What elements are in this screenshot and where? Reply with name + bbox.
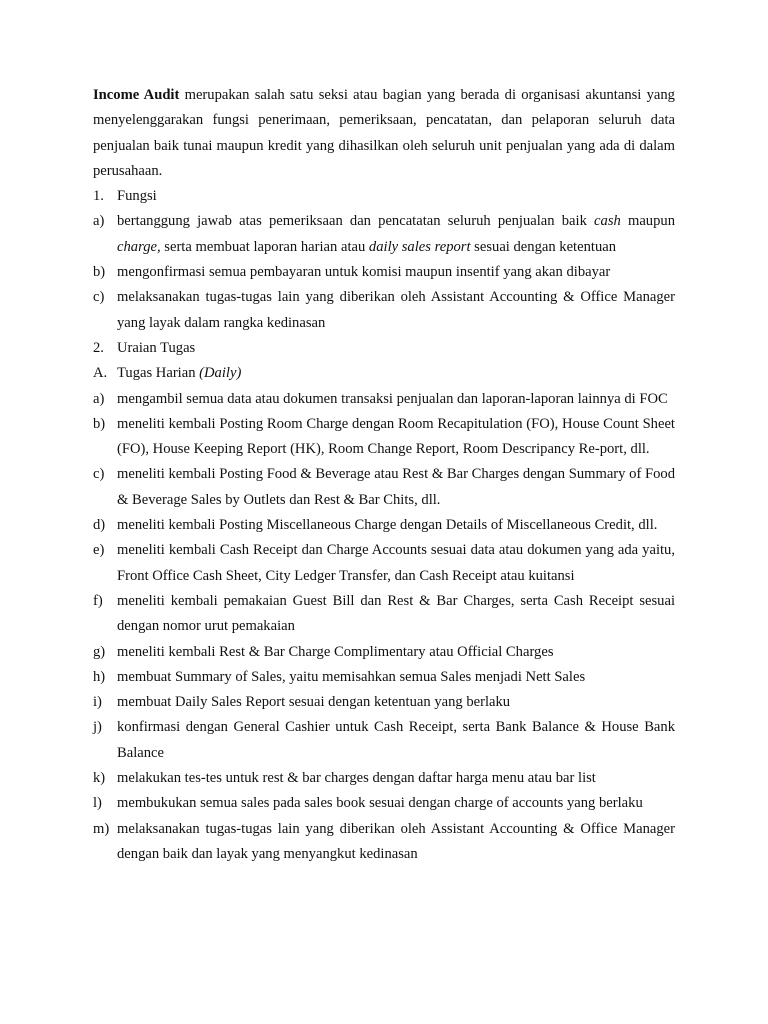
list-marker: e) (93, 542, 105, 559)
list-item-text: meneliti kembali Cash Receipt dan Charge Accounts sesuai data atau dokumen yang ada yaitu, Front Office Cash Sheet, City Ledger Transfer, dan Cash Receipt atau kuitansi (117, 542, 675, 584)
intro-text: merupakan salah satu seksi atau bagian yang berada di organisasi akuntansi yang menyelenggarakan fungsi penerimaan, pemeriksaan, pencatatan, dan pelaporan seluruh data penjualan baik tunai maupun kredit yang dihasilkan oleh seluruh unit penjualan yang ada di dalam perusahaan. (93, 87, 675, 179)
list-item (93, 462, 675, 513)
list-marker: l) (93, 795, 102, 812)
subsection-heading-tugas-harian (93, 361, 675, 386)
section-title: Uraian Tugas (117, 339, 196, 356)
list-item (93, 640, 675, 665)
list-marker: b) (93, 415, 106, 432)
subsection-title (117, 361, 675, 386)
list-marker: d) (93, 517, 106, 534)
list-marker: a) (93, 213, 105, 230)
list-item-text: mengambil semua data atau dokumen transaksi penjualan dan laporan-laporan lainnya di FOC (117, 390, 668, 407)
list-item-text: konfirmasi dengan General Cashier untuk Cash Receipt, serta Bank Balance & House Bank Balance (117, 719, 675, 761)
list-marker: c) (93, 466, 105, 483)
italic-run: charge, (117, 238, 161, 255)
italic-run: cash (594, 213, 621, 230)
list-item-text: meneliti kembali pemakaian Guest Bill dan Rest & Bar Charges, serta Cash Receipt sesuai dengan nomor urut pemakaian (117, 592, 675, 635)
list-item (93, 690, 675, 715)
list-item (93, 791, 675, 816)
list-item-text: membukukan semua sales pada sales book sesuai dengan charge of accounts yang berlaku (117, 795, 643, 812)
list-marker: m) (93, 820, 110, 837)
text-run: maupun (620, 213, 675, 230)
list-item-text: meneliti kembali Rest & Bar Charge Complimentary atau Official Charges (117, 643, 554, 660)
list-item-text: meneliti kembali Posting Room Charge dengan Room Recapitulation (FO), House Count Sheet (FO), House Keeping Report (HK), Room Change Report, Room Descripancy Re-port, dll. (117, 415, 675, 458)
list-item (93, 412, 675, 463)
list-item-text (117, 209, 675, 260)
list-item-text: melaksanakan tugas-tugas lain yang diberikan oleh Assistant Accounting & Office Manager dengan baik dan layak yang menyangkut kedinasan (117, 820, 675, 862)
list-item (93, 387, 675, 412)
list-marker: b) (93, 264, 106, 281)
list-marker: 1. (93, 188, 104, 205)
list-marker: h) (93, 668, 106, 685)
list-item (93, 209, 675, 260)
list-item-text: membuat Summary of Sales, yaitu memisahkan semua Sales menjadi Nett Sales (117, 668, 586, 685)
list-item (93, 285, 675, 336)
list-item (93, 538, 675, 589)
text-run: serta membuat laporan harian atau (160, 238, 369, 255)
list-item (93, 766, 675, 791)
intro-paragraph (93, 83, 675, 184)
list-marker: A. (93, 365, 108, 382)
list-item (93, 715, 675, 766)
list-marker: 2. (93, 339, 104, 356)
intro-bold-term: Income Audit (93, 87, 180, 103)
list-marker: j) (93, 719, 102, 736)
text-run: Tugas Harian (117, 365, 200, 382)
list-item-text: membuat Daily Sales Report sesuai dengan ketentuan yang berlaku (117, 694, 511, 711)
list-item-text: melaksanakan tugas-tugas lain yang diberikan oleh Assistant Accounting & Office Manager yang layak dalam rangka kedinasan (117, 289, 675, 331)
list-marker: i) (93, 694, 102, 711)
list-marker: f) (93, 592, 103, 609)
list-item-text: meneliti kembali Posting Food & Beverage atau Rest & Bar Charges dengan Summary of Food & Beverage Sales by Outlets dan Rest & Bar Chits, dll. (117, 466, 675, 508)
list-item-text: melakukan tes-tes untuk rest & bar charges dengan daftar harga menu atau bar list (117, 770, 596, 787)
list-item-text: meneliti kembali Posting Miscellaneous Charge dengan Details of Miscellaneous Credit, dll. (117, 517, 658, 534)
section-heading-fungsi (93, 184, 675, 209)
text-run: sesuai dengan ketentuan (470, 238, 617, 255)
list-item (93, 260, 675, 285)
section-title: Fungsi (117, 188, 157, 205)
italic-run: (Daily) (199, 365, 242, 382)
list-item (93, 513, 675, 538)
list-marker: c) (93, 289, 105, 306)
list-item (93, 589, 675, 640)
italic-run: daily sales report (368, 238, 471, 255)
list-item (93, 665, 675, 690)
section-heading-uraian-tugas (93, 336, 675, 361)
list-marker: a) (93, 390, 105, 407)
list-item-text: mengonfirmasi semua pembayaran untuk komisi maupun insentif yang akan dibayar (117, 264, 611, 281)
list-marker: g) (93, 643, 106, 660)
text-run: bertanggung jawab atas pemeriksaan dan pencatatan seluruh penjualan baik (117, 213, 595, 230)
list-item (93, 817, 675, 868)
list-marker: k) (93, 770, 106, 787)
task-list (93, 387, 675, 868)
